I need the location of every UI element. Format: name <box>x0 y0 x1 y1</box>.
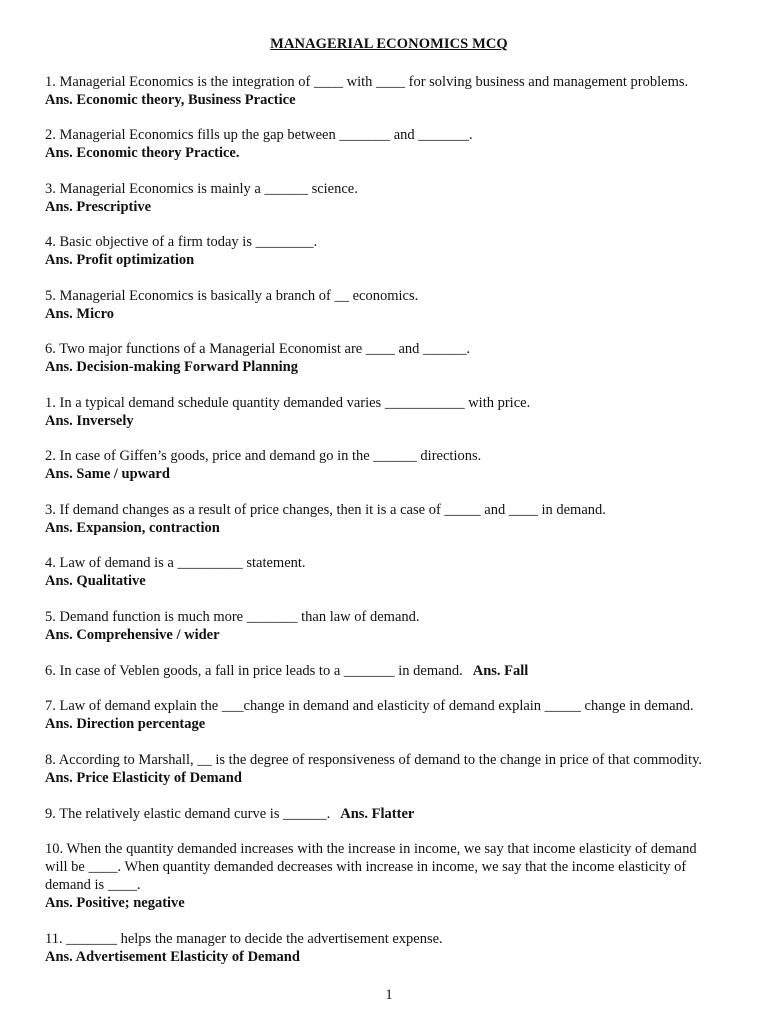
question-block <box>45 287 745 323</box>
question-text: 1. In a typical demand schedule quantity demanded varies ___________ with price. <box>45 395 531 411</box>
answer-text: Ans. Positive; negative <box>45 895 185 911</box>
question-text: 10. When the quantity demanded increases with the increase in income, we say that income elasticity of demand will be ____. When quantity demanded decreases with increase in income, we say that the income elasticity of demand is ____. <box>45 841 697 893</box>
question-block <box>45 233 745 269</box>
question-text: 2. In case of Giffen’s goods, price and demand go in the ______ directions. <box>45 448 482 464</box>
question-text: 4. Basic objective of a firm today is ________. <box>45 234 318 250</box>
answer-text: Ans. Economic theory Practice. <box>45 145 240 161</box>
question-text <box>45 662 745 680</box>
question-block <box>45 126 745 162</box>
question-block <box>45 930 745 966</box>
question-block <box>45 554 745 590</box>
question-text: 1. Managerial Economics is the integration of ____ with ____ for solving business and management problems. <box>45 74 689 90</box>
question-block <box>45 840 717 912</box>
answer-text: Ans. Decision-making Forward Planning <box>45 359 298 375</box>
answer-text: Ans. Qualitative <box>45 573 146 589</box>
question-block <box>45 180 745 216</box>
question-block <box>45 501 745 537</box>
question-text: 3. Managerial Economics is mainly a ______ science. <box>45 181 358 197</box>
answer-text: Ans. Same / upward <box>45 466 170 482</box>
question-text: 3. If demand changes as a result of price changes, then it is a case of _____ and ____ in demand. <box>45 502 606 518</box>
answer-text: Ans. Economic theory, Business Practice <box>45 92 296 108</box>
answer-text: Ans. Micro <box>45 306 115 322</box>
question-text-inline: 9. The relatively elastic demand curve is ______. <box>45 806 331 822</box>
question-block <box>45 447 745 483</box>
question-block <box>45 751 735 787</box>
answer-text: Ans. Prescriptive <box>45 199 152 215</box>
document-title: MANAGERIAL ECONOMICS MCQ <box>270 36 508 52</box>
question-text: 7. Law of demand explain the ___change in demand and elasticity of demand explain _____ change in demand. <box>45 698 694 714</box>
question-text: 5. Demand function is much more _______ than law of demand. <box>45 609 420 625</box>
page-number: 1 <box>385 987 393 1003</box>
answer-text: Ans. Advertisement Elasticity of Demand <box>45 949 300 965</box>
question-block <box>45 608 745 644</box>
question-block <box>45 805 745 823</box>
answer-text: Ans. Flatter <box>340 806 415 822</box>
question-text <box>45 805 745 823</box>
question-text: 6. Two major functions of a Managerial Economist are ____ and ______. <box>45 341 471 357</box>
answer-text: Ans. Profit optimization <box>45 252 195 268</box>
question-text: 2. Managerial Economics fills up the gap between _______ and _______. <box>45 127 473 143</box>
question-text: 5. Managerial Economics is basically a branch of __ economics. <box>45 288 419 304</box>
question-text: 4. Law of demand is a _________ statement. <box>45 555 306 571</box>
question-text: 8. According to Marshall, __ is the degree of responsiveness of demand to the change in price of that commodity. <box>45 752 703 768</box>
answer-text: Ans. Expansion, contraction <box>45 520 220 536</box>
answer-text: Ans. Comprehensive / wider <box>45 627 220 643</box>
answer-text: Ans. Direction percentage <box>45 716 206 732</box>
question-block <box>45 662 745 680</box>
answer-text: Ans. Inversely <box>45 413 134 429</box>
answer-text: Ans. Fall <box>472 663 529 679</box>
question-block <box>45 697 745 733</box>
question-text: 11. _______ helps the manager to decide the advertisement expense. <box>45 931 443 947</box>
answer-text: Ans. Price Elasticity of Demand <box>45 770 242 786</box>
question-block <box>45 340 745 376</box>
question-text-inline: 6. In case of Veblen goods, a fall in price leads to a _______ in demand. <box>45 663 463 679</box>
question-block <box>45 73 745 109</box>
question-block <box>45 394 745 430</box>
